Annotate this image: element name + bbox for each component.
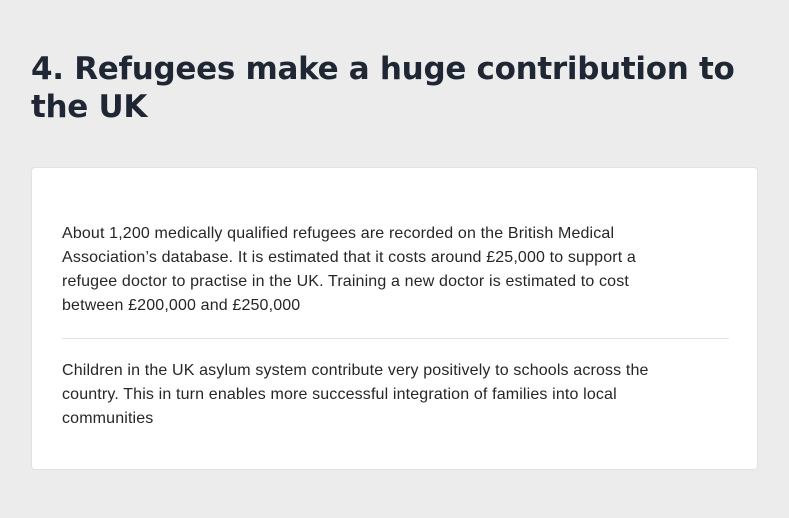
divider — [62, 338, 729, 339]
paragraph-children-asylum: Children in the UK asylum system contribute very positively to schools across the country. This in turn enables more successful integration of families into local communities — [62, 362, 649, 427]
content-card — [31, 167, 758, 470]
section-heading: 4. Refugees make a huge contribution to the UK — [31, 51, 735, 125]
paragraph-medical-refugees: About 1,200 medically qualified refugees are recorded on the British Medical Association’s database. It is estimated that it costs around £25,000 to support a refugee doctor to practise in the UK. Training a new doctor is estimated to cost between £200,000 and £250,000 — [62, 225, 636, 314]
